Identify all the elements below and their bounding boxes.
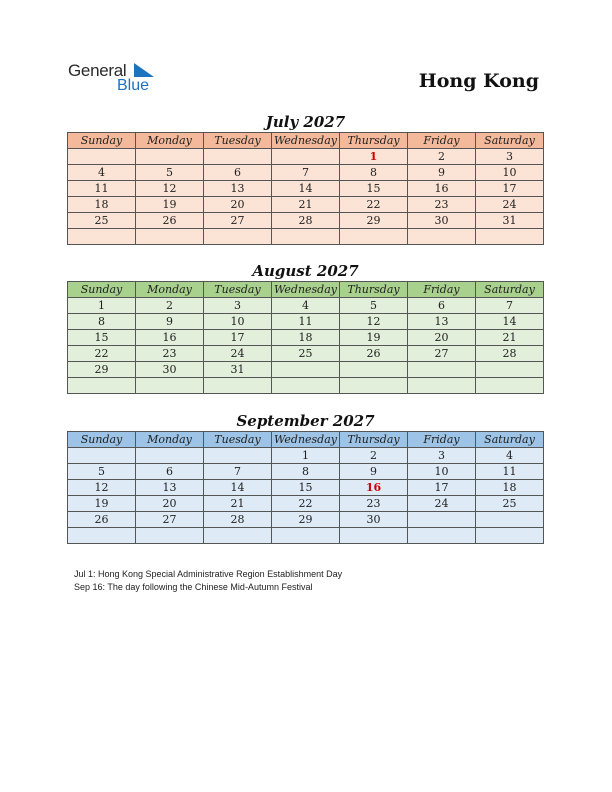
weekday-header: Thursday [340, 282, 408, 298]
day-cell: 12 [68, 480, 136, 496]
day-cell: 7 [204, 464, 272, 480]
day-cell: 11 [68, 181, 136, 197]
day-cell [340, 229, 408, 245]
day-cell: 25 [476, 496, 544, 512]
day-cell: 20 [136, 496, 204, 512]
day-cell: 13 [136, 480, 204, 496]
day-cell [68, 378, 136, 394]
day-cell: 30 [340, 512, 408, 528]
day-cell [476, 378, 544, 394]
day-cell: 24 [408, 496, 476, 512]
week-row [68, 528, 544, 544]
day-cell [408, 528, 476, 544]
day-cell [136, 229, 204, 245]
weekday-header-row [68, 282, 544, 298]
day-cell: 6 [204, 165, 272, 181]
weekday-header: Sunday [68, 133, 136, 149]
week-row [68, 480, 544, 496]
day-cell: 23 [340, 496, 408, 512]
day-cell: 6 [408, 298, 476, 314]
weekday-header: Friday [408, 282, 476, 298]
day-cell: 20 [204, 197, 272, 213]
day-cell: 3 [476, 149, 544, 165]
weekday-header: Monday [136, 133, 204, 149]
day-cell [272, 362, 340, 378]
day-cell: 16 [340, 480, 408, 496]
weekday-header: Monday [136, 282, 204, 298]
weekday-header: Monday [136, 432, 204, 448]
day-cell: 18 [476, 480, 544, 496]
weekday-header-row [68, 133, 544, 149]
day-cell: 22 [340, 197, 408, 213]
day-cell [340, 362, 408, 378]
day-cell: 23 [136, 346, 204, 362]
day-cell: 11 [476, 464, 544, 480]
day-cell: 15 [272, 480, 340, 496]
country-title: Hong Kong [418, 70, 539, 92]
logo-triangle-icon [134, 63, 154, 77]
day-cell [136, 528, 204, 544]
day-cell [476, 229, 544, 245]
day-cell: 17 [476, 181, 544, 197]
day-cell: 1 [340, 149, 408, 165]
day-cell [68, 229, 136, 245]
day-cell: 31 [476, 213, 544, 229]
weekday-header: Wednesday [272, 282, 340, 298]
day-cell: 26 [136, 213, 204, 229]
day-cell: 10 [204, 314, 272, 330]
week-row [68, 464, 544, 480]
day-cell [272, 528, 340, 544]
day-cell: 5 [68, 464, 136, 480]
day-cell: 3 [204, 298, 272, 314]
logo-text-general: General [68, 61, 127, 80]
day-cell: 19 [136, 197, 204, 213]
day-cell: 4 [272, 298, 340, 314]
day-cell: 15 [68, 330, 136, 346]
day-cell: 18 [68, 197, 136, 213]
day-cell: 19 [340, 330, 408, 346]
week-row [68, 362, 544, 378]
weekday-header: Tuesday [204, 133, 272, 149]
day-cell: 24 [204, 346, 272, 362]
weekday-header: Saturday [476, 282, 544, 298]
week-row [68, 229, 544, 245]
day-cell: 11 [272, 314, 340, 330]
day-cell: 29 [340, 213, 408, 229]
day-cell [476, 362, 544, 378]
day-cell [340, 528, 408, 544]
day-cell [204, 528, 272, 544]
day-cell: 7 [476, 298, 544, 314]
day-cell [340, 378, 408, 394]
day-cell: 13 [408, 314, 476, 330]
weekday-header: Wednesday [272, 432, 340, 448]
day-cell [68, 448, 136, 464]
week-row [68, 496, 544, 512]
logo-text-blue: Blue [117, 77, 150, 94]
week-row [68, 197, 544, 213]
month-july [67, 112, 544, 245]
calendar-table [67, 281, 544, 394]
day-cell: 17 [204, 330, 272, 346]
weekday-header: Thursday [340, 432, 408, 448]
day-cell: 13 [204, 181, 272, 197]
holiday-note: Jul 1: Hong Kong Special Administrative Region Establishment Day [74, 569, 343, 579]
day-cell [204, 448, 272, 464]
day-cell: 12 [136, 181, 204, 197]
day-cell: 25 [272, 346, 340, 362]
day-cell: 1 [68, 298, 136, 314]
week-row [68, 314, 544, 330]
day-cell: 7 [272, 165, 340, 181]
day-cell [272, 229, 340, 245]
week-row [68, 165, 544, 181]
day-cell: 16 [408, 181, 476, 197]
day-cell [136, 149, 204, 165]
day-cell: 4 [476, 448, 544, 464]
day-cell: 25 [68, 213, 136, 229]
day-cell: 17 [408, 480, 476, 496]
day-cell [204, 378, 272, 394]
day-cell: 21 [272, 197, 340, 213]
day-cell: 6 [136, 464, 204, 480]
month-september [67, 411, 544, 544]
day-cell: 14 [476, 314, 544, 330]
day-cell: 19 [68, 496, 136, 512]
day-cell: 18 [272, 330, 340, 346]
day-cell: 26 [68, 512, 136, 528]
day-cell [204, 229, 272, 245]
day-cell: 29 [68, 362, 136, 378]
day-cell: 21 [204, 496, 272, 512]
day-cell: 10 [408, 464, 476, 480]
day-cell: 2 [136, 298, 204, 314]
day-cell: 1 [272, 448, 340, 464]
weekday-header: Friday [408, 133, 476, 149]
day-cell: 2 [340, 448, 408, 464]
month-title: September 2027 [236, 412, 375, 430]
day-cell [408, 362, 476, 378]
weekday-header: Saturday [476, 432, 544, 448]
calendar-table [67, 431, 544, 544]
weekday-header: Wednesday [272, 133, 340, 149]
day-cell: 9 [136, 314, 204, 330]
day-cell [408, 512, 476, 528]
day-cell [204, 149, 272, 165]
week-row [68, 149, 544, 165]
week-row [68, 346, 544, 362]
calendar-table [67, 132, 544, 245]
week-row [68, 213, 544, 229]
day-cell: 30 [408, 213, 476, 229]
day-cell: 27 [136, 512, 204, 528]
day-cell: 21 [476, 330, 544, 346]
holiday-note: Sep 16: The day following the Chinese Mid-Autumn Festival [74, 582, 313, 592]
month-august [67, 261, 544, 394]
weekday-header: Friday [408, 432, 476, 448]
day-cell [476, 528, 544, 544]
week-row [68, 181, 544, 197]
weekday-header: Sunday [68, 432, 136, 448]
day-cell: 31 [204, 362, 272, 378]
day-cell: 26 [340, 346, 408, 362]
week-row [68, 378, 544, 394]
weekday-header: Tuesday [204, 432, 272, 448]
day-cell: 5 [136, 165, 204, 181]
day-cell [136, 378, 204, 394]
day-cell: 9 [340, 464, 408, 480]
day-cell: 2 [408, 149, 476, 165]
day-cell: 29 [272, 512, 340, 528]
month-title: July 2027 [265, 113, 346, 131]
holiday-notes [74, 568, 342, 594]
day-cell: 9 [408, 165, 476, 181]
day-cell [272, 149, 340, 165]
day-cell: 28 [476, 346, 544, 362]
day-cell: 20 [408, 330, 476, 346]
week-row [68, 298, 544, 314]
day-cell: 22 [272, 496, 340, 512]
weekday-header: Tuesday [204, 282, 272, 298]
day-cell: 24 [476, 197, 544, 213]
day-cell: 23 [408, 197, 476, 213]
weekday-header: Sunday [68, 282, 136, 298]
day-cell: 15 [340, 181, 408, 197]
day-cell: 16 [136, 330, 204, 346]
day-cell [136, 448, 204, 464]
day-cell: 30 [136, 362, 204, 378]
day-cell [68, 149, 136, 165]
day-cell: 10 [476, 165, 544, 181]
weekday-header: Thursday [340, 133, 408, 149]
weekday-header-row [68, 432, 544, 448]
day-cell: 28 [204, 512, 272, 528]
day-cell: 27 [408, 346, 476, 362]
day-cell [408, 378, 476, 394]
day-cell: 8 [68, 314, 136, 330]
day-cell [272, 378, 340, 394]
day-cell: 14 [204, 480, 272, 496]
day-cell: 3 [408, 448, 476, 464]
day-cell: 28 [272, 213, 340, 229]
day-cell: 27 [204, 213, 272, 229]
day-cell [68, 528, 136, 544]
day-cell: 14 [272, 181, 340, 197]
day-cell: 22 [68, 346, 136, 362]
day-cell: 5 [340, 298, 408, 314]
day-cell [408, 229, 476, 245]
week-row [68, 512, 544, 528]
week-row [68, 330, 544, 346]
day-cell: 8 [340, 165, 408, 181]
day-cell: 8 [272, 464, 340, 480]
day-cell [476, 512, 544, 528]
day-cell: 12 [340, 314, 408, 330]
month-title: August 2027 [252, 262, 359, 280]
generalblue-logo [68, 60, 168, 96]
week-row [68, 448, 544, 464]
day-cell: 4 [68, 165, 136, 181]
weekday-header: Saturday [476, 133, 544, 149]
